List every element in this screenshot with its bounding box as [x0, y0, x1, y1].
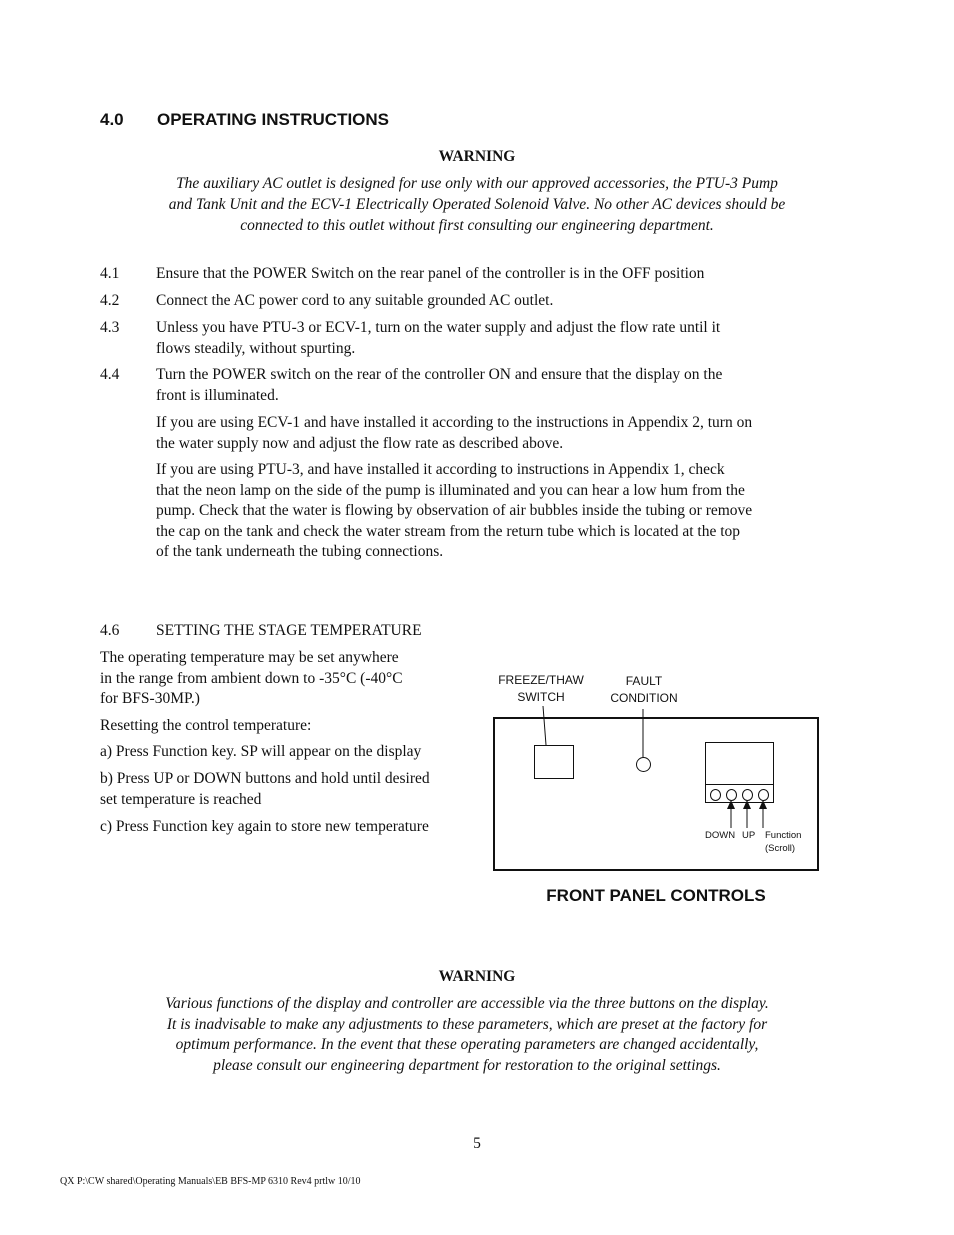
function-label — [765, 829, 801, 855]
paragraph-line: for BFS-30MP.) — [100, 690, 200, 707]
diagram-caption: FRONT PANEL CONTROLS — [546, 886, 766, 905]
paragraph-line: the cap on the tank and check the water stream from the return tube which is located at the top — [156, 522, 741, 540]
step-4-3 — [100, 318, 830, 359]
page-number: 5 — [473, 1135, 481, 1152]
instruction-c: c) Press Function key again to store new temperature — [100, 818, 429, 835]
freeze-thaw-switch — [534, 745, 574, 779]
footer-path: QX P:\CW shared\Operating Manuals\EB BFS-MP 6310 Rev4 prtlw 10/10 — [60, 1176, 361, 1187]
arrow-icon — [759, 800, 767, 809]
step-number: 4.1 — [100, 265, 120, 282]
fault-lamp — [636, 757, 651, 772]
step-4-6 — [100, 621, 830, 642]
temperature-range-text — [100, 648, 480, 710]
section-number: 4.0 — [100, 110, 124, 129]
ptu-paragraph — [156, 460, 830, 563]
paragraph-line: of the tank underneath the tubing connections. — [156, 543, 444, 560]
label-line: FAULT — [625, 674, 663, 688]
step-number: 4.3 — [100, 319, 120, 336]
display-divider — [705, 784, 774, 785]
step-text: flows steadily, without spurting. — [156, 339, 356, 357]
warning-title: WARNING — [438, 968, 516, 985]
instruction-b — [100, 769, 480, 810]
section-title: OPERATING INSTRUCTIONS — [157, 110, 390, 129]
section-heading — [100, 110, 389, 130]
arrow-icon — [743, 800, 751, 809]
warning-body — [80, 994, 854, 1076]
paragraph-line: If you are using PTU-3, and have installed it according to instructions in Appendix 1, check — [156, 461, 725, 478]
warning-title: WARNING — [438, 148, 516, 165]
reset-heading: Resetting the control temperature: — [100, 717, 312, 734]
step-4-4 — [100, 365, 830, 406]
label-line: SWITCH — [517, 690, 565, 704]
paragraph-line: If you are using ECV-1 and have installed it according to the instructions in Appendix 2, turn on — [156, 414, 753, 431]
paragraph-line: set temperature is reached — [100, 790, 262, 808]
paragraph-line: The operating temperature may be set anywhere — [100, 649, 399, 666]
step-title: SETTING THE STAGE TEMPERATURE — [156, 622, 422, 639]
label-line: CONDITION — [610, 691, 678, 705]
label-line: FREEZE/THAW — [498, 673, 584, 687]
label-line: (Scroll) — [765, 843, 796, 854]
instruction-a: a) Press Function key. SP will appear on the display — [100, 743, 422, 760]
label-line: Function — [765, 830, 802, 841]
step-number: 4.2 — [100, 292, 120, 309]
warning-body — [100, 173, 854, 236]
warning-line: It is inadvisable to make any adjustments to these parameters, which are preset at the factory for — [166, 1015, 768, 1033]
paragraph-line: that the neon lamp on the side of the pump is illuminated and you can hear a low hum from the — [156, 481, 745, 499]
paragraph-line: pump. Check that the water is flowing by observation of air bubbles inside the tubing or remove — [156, 502, 753, 519]
step-4-1 — [100, 264, 830, 285]
warning-line: Various functions of the display and controller are accessible via the three buttons on the display. — [165, 995, 769, 1012]
warning-line: The auxiliary AC outlet is designed for use only with our approved accessories, the PTU-3 Pump — [176, 175, 778, 192]
step-text: Connect the AC power cord to any suitable grounded AC outlet. — [156, 292, 554, 309]
step-text: Turn the POWER switch on the rear of the controller ON and ensure that the display on the — [156, 366, 723, 383]
arrow-icon — [727, 800, 735, 809]
step-number: 4.4 — [100, 366, 120, 383]
step-4-2 — [100, 291, 830, 312]
warning-line: and Tank Unit and the ECV-1 Electrically Operated Solenoid Valve. No other AC devices should be — [168, 196, 786, 213]
warning-line: optimum performance. In the event that these operating parameters are changed accidentally, — [175, 1036, 759, 1053]
warning-line: connected to this outlet without first consulting our engineering department. — [240, 217, 714, 234]
paragraph-line: in the range from ambient down to -35°C (-40°C — [100, 669, 403, 687]
step-text: Unless you have PTU-3 or ECV-1, turn on the water supply and adjust the flow rate until it — [156, 319, 721, 336]
paragraph-line: b) Press UP or DOWN buttons and hold until desired — [100, 770, 430, 787]
ecv-paragraph — [156, 413, 830, 454]
down-label: DOWN — [705, 830, 736, 841]
paragraph-line: the water supply now and adjust the flow rate as described above. — [156, 434, 564, 452]
warning-line: please consult our engineering department for restoration to the original settings. — [213, 1056, 721, 1074]
step-number: 4.6 — [100, 622, 120, 639]
step-text: front is illuminated. — [156, 386, 279, 404]
up-label: UP — [742, 830, 756, 841]
step-text: Ensure that the POWER Switch on the rear panel of the controller is in the OFF position — [156, 265, 705, 282]
